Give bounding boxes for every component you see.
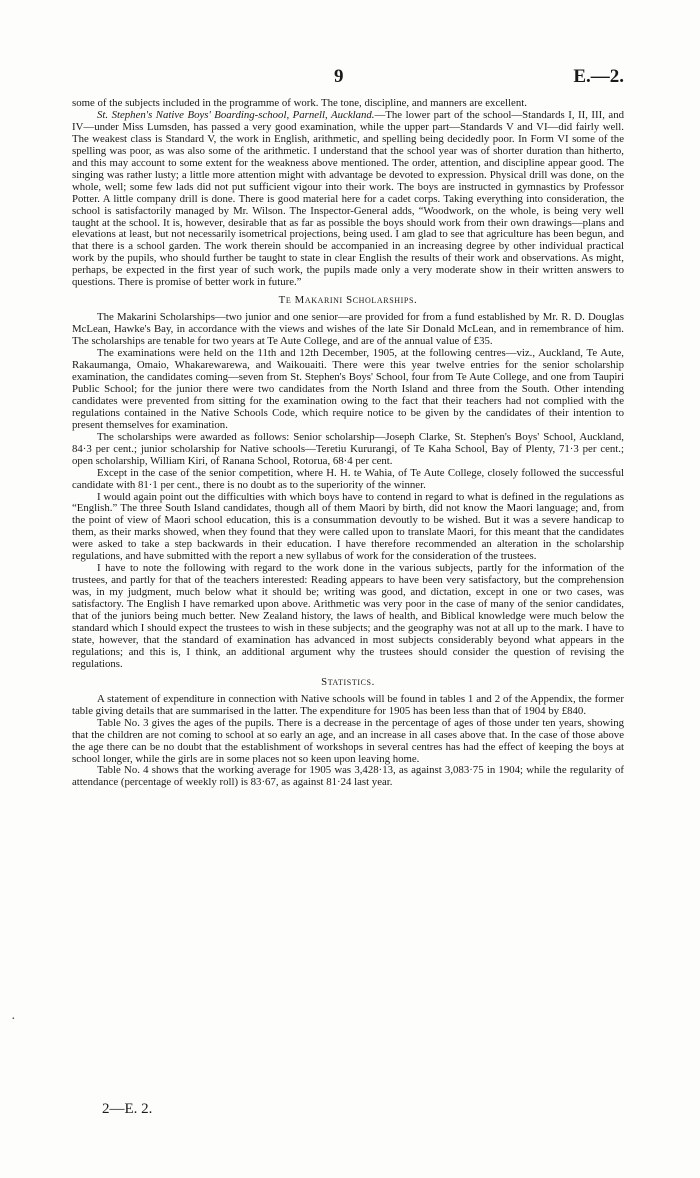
paragraph: I would again point out the difficulties with which boys have to contend in regard to what is defined in the regulations as “English.” The three South Island candidates, though all of them Maori by birth, did not know the Maori language; and, from the point of view of Maori school education, this is a consummation devoutly to be wished. But it was a severe handicap to them, as their marks showed, when they found that they were called upon to translate Maori, for this meant that the candidates were asked to take a step backwards in their education. I have therefore recommended an alteration in the scholarship regulations, and have submitted with the report a new syllabus of work for the consideration of the trustees. — [72, 490, 624, 563]
paragraph: The examinations were held on the 11th and 12th December, 1905, at the following centres—viz., Auckland, Te Aute, Rakaumanga, Omaio, Whakarewarewa, and Waikouaiti. There were this year twelve entries for the senior scholarship examination, the candidates coming—seven from St. Stephen's Boys' School, four from Te Aute College, and one from Taupiri Public School; for the junior there were two candidates from the North Island and three from the South. Other intending candidates were prevented from sitting for the examination owing to the fact that their teachers had not complied with the regulations contained in the Native Schools Code, which require notice to be given by the candidates of their intention to present themselves for examination. — [72, 347, 624, 431]
document-reference: E.—2. — [573, 66, 624, 87]
paragraph: A statement of expenditure in connection with Native schools will be found in tables 1 and 2 of the Appendix, the former table giving details that are summarised in the latter. The expenditure for 1905 has been less than that of 1904 by £840. — [72, 692, 624, 717]
margin-mark: · — [11, 1012, 16, 1027]
paragraph: Table No. 4 shows that the working average for 1905 was 3,428·13, as against 3,083·75 in 1904; while the regularity of attendance (percentage of weekly roll) is 83·67, as against 81·24 last year. — [72, 764, 624, 789]
paragraph: Table No. 3 gives the ages of the pupils. There is a decrease in the percentage of ages of those under ten years, showing that the children are not coming to school at so early an age, and an increase in all cases above that. In the case of those above the age there can be no doubt that the establishment of workshops in several centres has had the effect of keeping the boys at school longer, while the girls are in some places not so keen upon leaving home. — [72, 716, 624, 765]
section-heading: Statistics. — [321, 675, 375, 688]
paragraph: The scholarships were awarded as follows: Senior scholarship—Joseph Clarke, St. Stephen's Boys' School, Auckland, 84·3 per cent.; junior scholarship for Native schools—Teretiu Kururangi, of Te Kaha School, Bay of Plenty, 71·3 per cent.; open scholarship, William Kiri, of Ranana School, Rotorua, 68·4 per cent. — [72, 430, 624, 467]
school-title: St. Stephen's Native Boys' Boarding-school, Parnell, Auckland. — [97, 108, 375, 121]
paragraph-body: —The lower part of the school—Standards I, II, III, and IV—under Miss Lumsden, has passed a very good examination, while the upper part—Standards V and VI—did fairly well. The weakest class is Standard V, the work in English, arithmetic, and spelling being decidedly poor. In Form VI some of the spelling was poor, as was also some of the arithmetic. I understand that the school year was of shorter duration than hitherto, and this may account to some extent for the weakness above mentioned. The order, attention, and discipline appear good. The singing was rather lusty; a little more attention might with advantage be devoted to expression. Physical drill was done, on the whole, well; some few lads did not put sufficient vigour into their work. The boys are instructed in gymnastics by Professor Potter. A little company drill is done. There is good material here for a cadet corps. Taking everything into consideration, the school is satisfactorily managed by Mr. Wilson. The Inspector-General adds, “Woodwork, on the whole, is being very well taught at the school. It is, however, desirable that as far as possible the boys should work from their own drawings—plans and elevations at least, but not necessarily isometrical projections, being used. I am glad to see that agriculture has been begun, and that there is a school garden. The work therein should be accompanied in an increasing degree by other individual practical work by the pupils, who should further be taught to state in clear English the results of their work and observations. As might, perhaps, be expected in the first year of such work, the pupils made only a very moderate show in their written answers to questions. There is promise of better work in future.” — [72, 108, 624, 289]
paragraph: I have to note the following with regard to the work done in the various subjects, partly for the information of the trustees, and partly for that of the teachers interested: Reading appears to have been very satisfactory, but the comprehension was, in my judgment, much below what it should be; writing was good, and dictation, except in one or two cases, was satisfactory. The English I have remarked upon above. Arithmetic was very poor in the case of many of the senior candidates, that of the juniors being much better. New Zealand history, the laws of health, and Biblical knowledge were much below the standard which I should expect the trustees to wish in these subjects; and the geography was not at all up to the mark. I have to state, however, that the standard of examination has advanced in most subjects considerably beyond what appears in the regulations; and this is, I think, an additional argument why the trustees should consider the question of revising the regulations. — [72, 562, 624, 670]
paragraph — [72, 110, 624, 289]
signature-mark: 2—E. 2. — [102, 1101, 153, 1117]
paragraph: Except in the case of the senior competition, where H. H. te Wahia, of Te Aute College, closely followed the successful candidate with 81·1 per cent., there is no doubt as to the superiority of the winner. — [72, 466, 624, 491]
section-heading: Te Makarini Scholarships. — [278, 294, 418, 307]
body-text — [72, 98, 624, 789]
paragraph: some of the subjects included in the programme of work. The tone, discipline, and manners are excellent. — [72, 97, 527, 109]
page-number: 9 — [334, 66, 344, 87]
paragraph: The Makarini Scholarships—two junior and one senior—are provided for from a fund established by Mr. R. D. Douglas McLean, Hawke's Bay, in accordance with the views and wishes of the late Sir Donald McLean, and in remembrance of him. The scholarships are tenable for two years at Te Aute College, and are of the annual value of £35. — [72, 311, 624, 348]
page-header — [72, 66, 624, 90]
